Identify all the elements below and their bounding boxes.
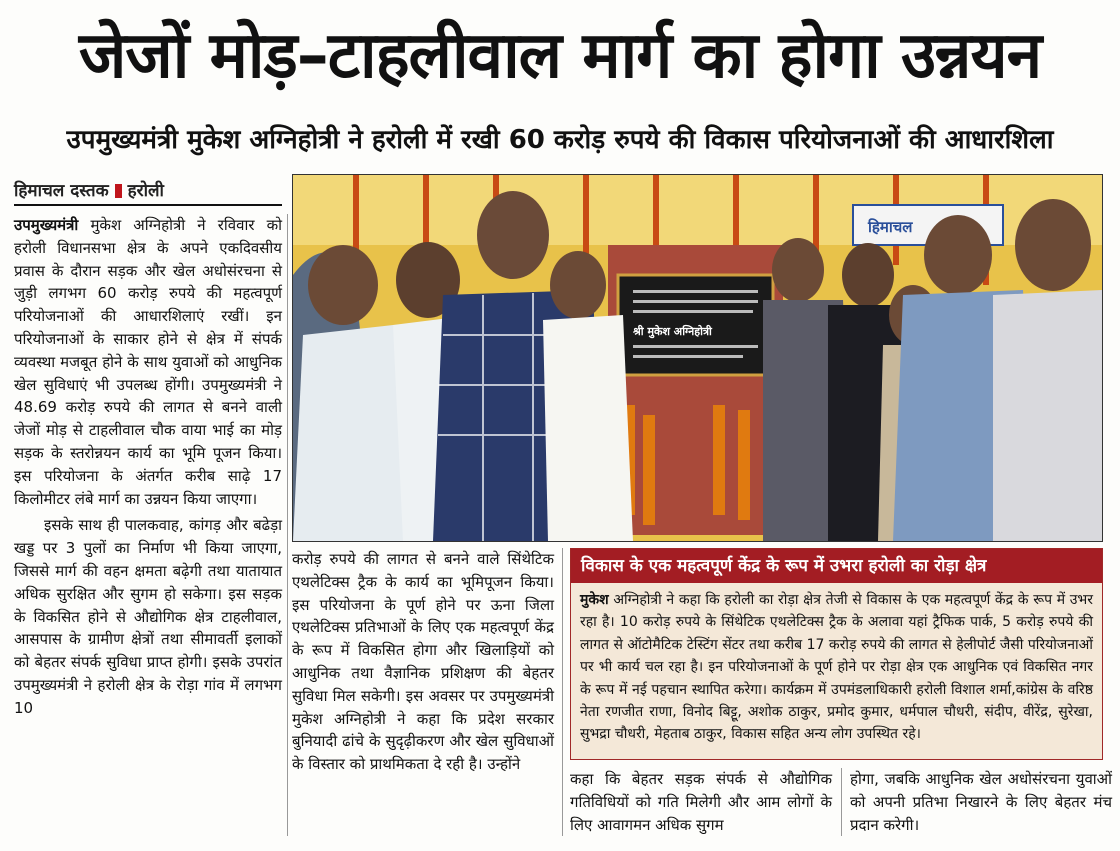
- column-divider-3: [841, 768, 842, 836]
- event-photo: [292, 174, 1103, 542]
- dateline-rule: [14, 204, 282, 206]
- dateline-source: हिमाचल दस्तक: [14, 181, 109, 201]
- col1-lead-word: उपमुख्यमंत्री: [14, 216, 79, 234]
- column-3: कहा कि बेहतर सड़क संपर्क से औद्योगिक गतिविधियों को गति मिलेगी और आम लोगों के लिए आवागमन अधिक सुगम: [570, 770, 832, 834]
- foundation-stone-ceremony-image: [293, 175, 1102, 541]
- column-4: होगा, जबकि आधुनिक खेल अधोसंरचना युवाओं को अपनी प्रतिभा निखारने के लिए बेहतर मंच प्रदान करेगी।: [850, 770, 1112, 834]
- dateline-place: हरोली: [127, 181, 164, 201]
- sidebar-box-title: विकास के एक महत्वपूर्ण केंद्र के रूप में उभरा हरोली का रोड़ा क्षेत्र: [571, 549, 1102, 583]
- sidebar-box: [570, 548, 1103, 760]
- subheadline: उपमुख्यमंत्री मुकेश अग्निहोत्री ने हरोली में रखी 60 करोड़ रुपये की विकास परियोजनाओं की आधारशिला: [66, 125, 1054, 155]
- dateline: [14, 178, 164, 201]
- col1-paragraph-1: [14, 214, 282, 510]
- sidebar-box-lead-word: मुकेश: [580, 592, 609, 608]
- col1-paragraph-2: इसके साथ ही पालकवाह, कांगड़ और बढेड़ा खड्ड पर 3 पुलों का निर्माण भी किया जाएगा, जिससे मार्ग की वहन क्षमता बढ़ेगी तथा यातायात अधिक सुरक्षित और सुगम हो सकेगा। इस सड़क के विकसित होने से औद्योगिक क्षेत्र टाहलीवाल, आसपास के ग्रामीण क्षेत्रों तथा सीमावर्ती इलाकों को बेहतर संपर्क सुविधा प्राप्त होगी। इसके उपरांत उपमुख्यमंत्री ने हरोली क्षेत्र के रोड़ा गांव में लगभग 10: [14, 516, 282, 717]
- col1-paragraph-1-text: मुकेश अग्निहोत्री ने रविवार को हरोली विधानसभा क्षेत्र के अपने एकदिवसीय प्रवास के दौरान सड़क और खेल अधोसंरचना से जुड़ी लगभग 60 करोड़ रुपये की महत्वपूर्ण परियोजनाओं की आधारशिलाएं रखीं। इन परियोजनाओं के साकार होने से क्षेत्र में संपर्क व्यवस्था मजबूत होने के साथ युवाओं को आधुनिक खेल सुविधाएं भी उपलब्ध होंगी। उपमुख्यमंत्री ने 48.69 करोड़ रुपये की लागत से बनने वाली जेजों मोड़ से टाहलीवाल चौक वाया भाई का मोड़ सड़क के स्तरोन्नयन कार्य का भूमि पूजन किया। इस परियोजना के अंतर्गत करीब साढ़े 17 किलोमीटर लंबे मार्ग का उन्नयन किया जाएगा।: [14, 216, 282, 508]
- dateline-separator: [115, 184, 122, 198]
- column-divider-1: [287, 214, 288, 836]
- sidebar-box-body: अग्निहोत्री ने कहा कि हरोली का रोड़ा क्षेत्र तेजी से विकास के एक महत्वपूर्ण केंद्र के रूप में उभर रहा है। 10 करोड़ रुपये के सिंथेटिक एथलेटिक्स ट्रैक के अलावा यहां ट्रैफिक पार्क, 5 करोड़ रुपये की लागत से ऑटोमैटिक टेस्टिंग सेंटर तथा करीब 17 करोड़ रुपये की लागत से हेलीपोर्ट जैसी परियोजनाओं पर भी कार्य चल रहा है। इन परियोजनाओं के पूर्ण होने पर रोड़ा क्षेत्र एक आधुनिक एवं विकसित नगर के रूप में नई पहचान स्थापित करेगा। कार्यक्रम में उपमंडलाधिकारी हरोली विशाल शर्मा,कांग्रेस के वरिष्ठ नेता रणजीत राणा, विनोद बिट्टू, अशोक ठाकुर, प्रमोद कुमार, धर्मपाल चौधरी, संदीप, वीरेंद्र, सुरेखा, सुभद्रा चौधरी, मेहताब ठाकुर, विकास सहित अन्य लोग उपस्थित रहे।: [580, 592, 1093, 743]
- sidebar-box-text: [571, 583, 1102, 746]
- headline: जेजों मोड़–टाहलीवाल मार्ग का होगा उन्नयन: [78, 19, 1042, 93]
- column-2: करोड़ रुपये की लागत से बनने वाले सिंथेटिक एथलेटिक्स ट्रैक के कार्य का भूमिपूजन किया। इस परियोजना के पूर्ण होने पर ऊना जिला एथलेटिक्स प्रतिभाओं के लिए एक महत्वपूर्ण केंद्र के रूप में विकसित होगा और खिलाड़ियों को आधुनिक तथा वैज्ञानिक प्रशिक्षण की बेहतर सुविधा मिल सकेगी। इस अवसर पर उपमुख्यमंत्री मुकेश अग्निहोत्री ने कहा कि प्रदेश सरकार बुनियादी ढांचे के सुदृढ़ीकरण और खेल सुविधाओं के विस्तार को प्राथमिकता दे रही है। उन्होंने: [292, 550, 554, 774]
- photo-banner-text: हिमाचल: [868, 218, 913, 236]
- column-divider-2: [562, 548, 563, 836]
- column-1: [14, 214, 282, 724]
- plaque-name: श्री मुकेश अग्निहोत्री: [633, 325, 712, 338]
